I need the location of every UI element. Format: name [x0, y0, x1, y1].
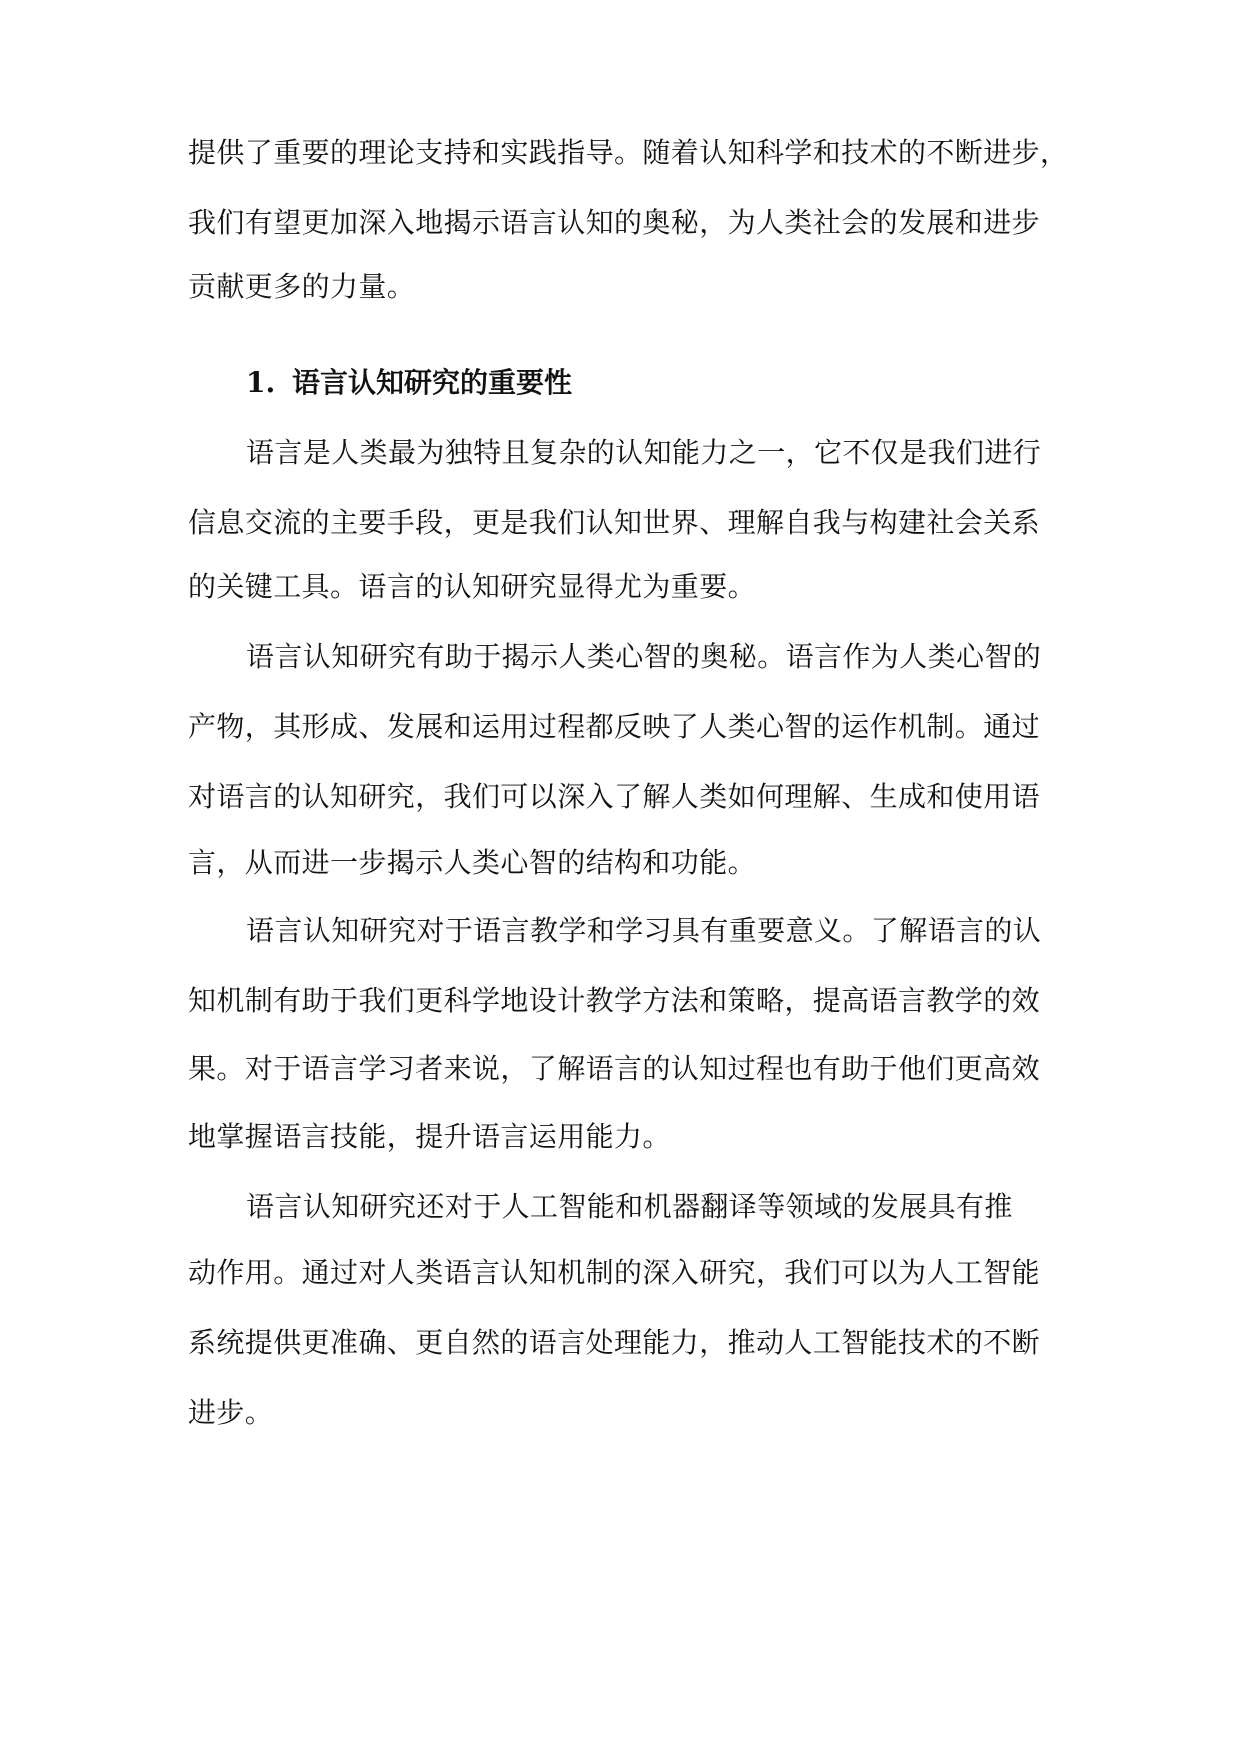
paragraph-line: 果。对于语言学习者来说，了解语言的认知过程也有助于他们更高效 [188, 1052, 1041, 1085]
paragraph-line: 动作用。通过对人类语言认知机制的深入研究，我们可以为人工智能 [188, 1256, 1041, 1289]
paragraph-line: 语言认知研究还对于人工智能和机器翻译等领域的发展具有推 [246, 1190, 1013, 1223]
intro-line: 贡献更多的力量。 [188, 270, 416, 303]
paragraph-line: 语言认知研究有助于揭示人类心智的奥秘。语言作为人类心智的 [246, 640, 1042, 673]
paragraph-line: 语言是人类最为独特且复杂的认知能力之一，它不仅是我们进行 [246, 436, 1042, 469]
paragraph-line: 进步。 [188, 1396, 274, 1429]
intro-line: 我们有望更加深入地揭示语言认知的奥秘，为人类社会的发展和进步 [188, 206, 1041, 239]
section-number: 1. [246, 366, 276, 399]
paragraph-line: 产物，其形成、发展和运用过程都反映了人类心智的运作机制。通过 [188, 710, 1041, 743]
section-heading [246, 363, 572, 403]
paragraph-line: 信息交流的主要手段，更是我们认知世界、理解自我与构建社会关系 [188, 506, 1041, 539]
paragraph-line: 知机制有助于我们更科学地设计教学方法和策略，提高语言教学的效 [188, 984, 1041, 1017]
intro-line: 提供了重要的理论支持和实践指导。随着认知科学和技术的不断进步， [188, 136, 1069, 169]
paragraph-line: 言，从而进一步揭示人类心智的结构和功能。 [188, 846, 757, 879]
paragraph-line: 的关键工具。语言的认知研究显得尤为重要。 [188, 570, 757, 603]
paragraph-line: 对语言的认知研究，我们可以深入了解人类如何理解、生成和使用语 [188, 780, 1041, 813]
section-title: 语言认知研究的重要性 [292, 366, 573, 399]
paragraph-line: 语言认知研究对于语言教学和学习具有重要意义。了解语言的认 [246, 914, 1042, 947]
paragraph-line: 系统提供更准确、更自然的语言处理能力，推动人工智能技术的不断 [188, 1326, 1041, 1359]
paragraph-line: 地掌握语言技能，提升语言运用能力。 [188, 1120, 671, 1153]
